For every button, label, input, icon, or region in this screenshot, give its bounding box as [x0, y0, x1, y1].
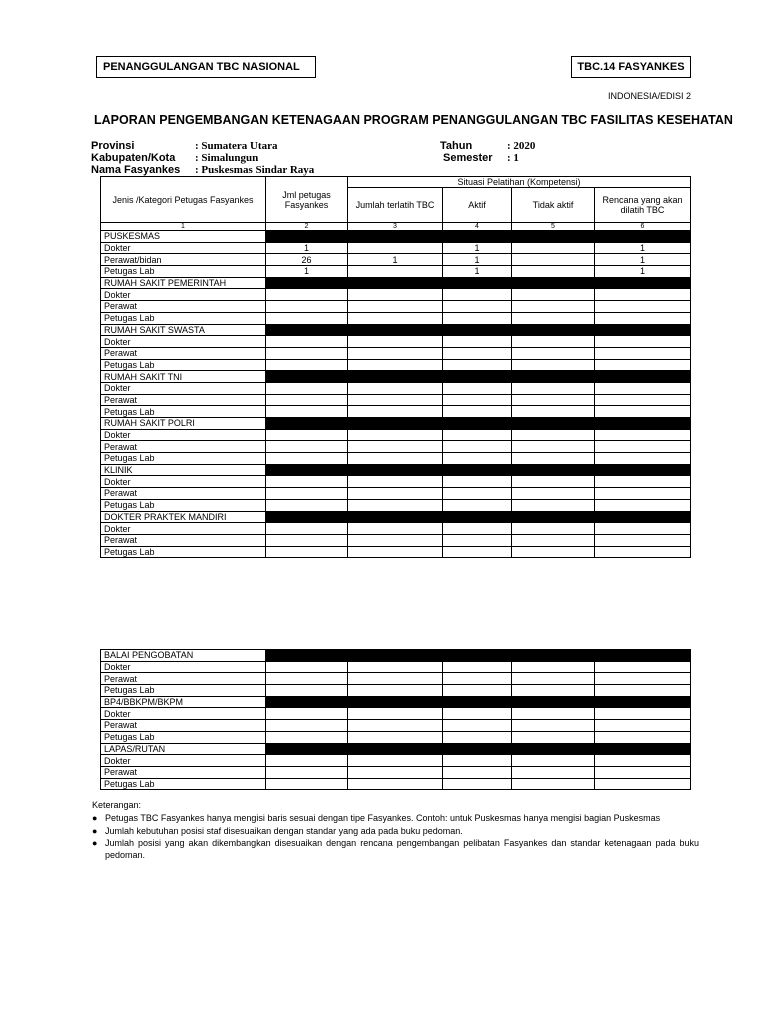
- row-label: Dokter: [101, 429, 266, 441]
- row-label: Dokter: [101, 242, 266, 254]
- value-cell[interactable]: [512, 755, 595, 767]
- section-header-row: [101, 231, 691, 243]
- value-cell[interactable]: [266, 359, 348, 371]
- fasyankes-label: Nama Fasyankes: [91, 164, 181, 176]
- value-cell[interactable]: [443, 778, 512, 790]
- table-row: [101, 429, 691, 441]
- value-cell[interactable]: [348, 499, 443, 511]
- value-cell[interactable]: [443, 347, 512, 359]
- value-cell[interactable]: [348, 488, 443, 500]
- value-cell[interactable]: [266, 301, 348, 313]
- edition-label: INDONESIA/EDISI 2: [607, 91, 691, 101]
- value-cell[interactable]: [266, 731, 348, 743]
- value-cell[interactable]: [443, 382, 512, 394]
- value-cell[interactable]: [266, 406, 348, 418]
- table-row: [101, 766, 691, 778]
- note-item: [92, 826, 699, 838]
- table-row: [101, 336, 691, 348]
- value-cell[interactable]: [595, 289, 691, 301]
- value-cell[interactable]: [512, 720, 595, 732]
- note-item: [92, 838, 699, 861]
- value-cell[interactable]: [266, 499, 348, 511]
- value-cell[interactable]: [348, 685, 443, 697]
- section-fill: [266, 231, 691, 243]
- value-cell[interactable]: [595, 394, 691, 406]
- value-cell[interactable]: [512, 534, 595, 546]
- value-cell[interactable]: [595, 673, 691, 685]
- bullet-icon: ●: [92, 825, 98, 836]
- semester-value: : 1: [507, 152, 519, 164]
- value-cell[interactable]: [512, 301, 595, 313]
- row-label: Perawat: [101, 766, 266, 778]
- value-cell[interactable]: [443, 685, 512, 697]
- value-cell[interactable]: [512, 382, 595, 394]
- column-number: 5: [512, 223, 595, 231]
- row-label: Petugas Lab: [101, 778, 266, 790]
- value-cell[interactable]: [348, 429, 443, 441]
- value-cell[interactable]: 1: [443, 254, 512, 266]
- value-cell[interactable]: [595, 406, 691, 418]
- row-label: Petugas Lab: [101, 453, 266, 465]
- section-fill: [266, 418, 691, 430]
- section-header-row: [101, 696, 691, 708]
- value-cell[interactable]: [348, 766, 443, 778]
- value-cell[interactable]: [512, 731, 595, 743]
- table-row: [101, 778, 691, 790]
- section-name: LAPAS/RUTAN: [101, 743, 266, 755]
- kabupaten-value: : Simalungun: [195, 152, 259, 164]
- note-text: Jumlah posisi yang akan dikembangkan disesuaikan dengan rencana pengembangan pelibatan Fasyankes dan standar ketenagaan pada buku pedoman.: [105, 838, 699, 860]
- row-label: Dokter: [101, 289, 266, 301]
- value-cell[interactable]: [512, 488, 595, 500]
- table-row: [101, 441, 691, 453]
- kabupaten-label: Kabupaten/Kota: [91, 152, 176, 164]
- value-cell[interactable]: [443, 499, 512, 511]
- row-label: Petugas Lab: [101, 546, 266, 558]
- section-name: RUMAH SAKIT PEMERINTAH: [101, 277, 266, 289]
- row-label: Petugas Lab: [101, 685, 266, 697]
- row-label: Perawat/bidan: [101, 254, 266, 266]
- value-cell[interactable]: [512, 778, 595, 790]
- note-text: Petugas TBC Fasyankes hanya mengisi baris sesuai dengan tipe Fasyankes. Contoh: untuk Puskesmas hanya mengisi bagian Puskesmas: [105, 813, 661, 823]
- value-cell[interactable]: [348, 523, 443, 535]
- value-cell[interactable]: [595, 755, 691, 767]
- column-number: 2: [266, 223, 348, 231]
- value-cell[interactable]: 1: [443, 266, 512, 278]
- value-cell[interactable]: [266, 534, 348, 546]
- value-cell[interactable]: [443, 476, 512, 488]
- table-row: [101, 755, 691, 767]
- row-label: Petugas Lab: [101, 731, 266, 743]
- value-cell[interactable]: [348, 441, 443, 453]
- value-cell[interactable]: [595, 382, 691, 394]
- row-label: Dokter: [101, 476, 266, 488]
- section-fill: [266, 650, 691, 662]
- value-cell[interactable]: [443, 488, 512, 500]
- value-cell[interactable]: [348, 453, 443, 465]
- value-cell[interactable]: [443, 673, 512, 685]
- value-cell[interactable]: [266, 661, 348, 673]
- value-cell[interactable]: [595, 661, 691, 673]
- value-cell[interactable]: [443, 546, 512, 558]
- value-cell[interactable]: [348, 289, 443, 301]
- section-fill: [266, 743, 691, 755]
- value-cell[interactable]: 26: [266, 254, 348, 266]
- column-number: 1: [101, 223, 266, 231]
- row-label: Petugas Lab: [101, 312, 266, 324]
- notes-section: [92, 800, 699, 862]
- value-cell[interactable]: [443, 708, 512, 720]
- value-cell[interactable]: [595, 488, 691, 500]
- value-cell[interactable]: [348, 359, 443, 371]
- form-code-box: [571, 56, 691, 78]
- value-cell[interactable]: [595, 720, 691, 732]
- fasyankes-value: : Puskesmas Sindar Raya: [195, 164, 315, 176]
- value-cell[interactable]: 1: [266, 266, 348, 278]
- value-cell[interactable]: [512, 254, 595, 266]
- row-label: Perawat: [101, 347, 266, 359]
- value-cell[interactable]: [512, 266, 595, 278]
- value-cell[interactable]: [348, 476, 443, 488]
- section-fill: [266, 696, 691, 708]
- section-name: DOKTER PRAKTEK MANDIRI: [101, 511, 266, 523]
- value-cell[interactable]: [266, 755, 348, 767]
- value-cell[interactable]: [512, 242, 595, 254]
- value-cell[interactable]: [443, 731, 512, 743]
- value-cell[interactable]: [595, 347, 691, 359]
- value-cell[interactable]: [348, 778, 443, 790]
- table-row: [101, 546, 691, 558]
- value-cell[interactable]: [266, 766, 348, 778]
- value-cell[interactable]: [443, 453, 512, 465]
- staff-table: [100, 176, 691, 558]
- provinsi-label: Provinsi: [91, 140, 135, 152]
- value-cell[interactable]: [266, 673, 348, 685]
- tahun-value: : 2020: [507, 140, 536, 152]
- section-fill: [266, 511, 691, 523]
- value-cell[interactable]: [348, 266, 443, 278]
- section-name: RUMAH SAKIT SWASTA: [101, 324, 266, 336]
- section-name: RUMAH SAKIT TNI: [101, 371, 266, 383]
- table-header-row: [101, 177, 691, 188]
- value-cell[interactable]: 1: [443, 242, 512, 254]
- bullet-icon: ●: [92, 813, 98, 823]
- section-fill: [266, 371, 691, 383]
- value-cell[interactable]: [266, 394, 348, 406]
- value-cell[interactable]: [266, 453, 348, 465]
- table-row: [101, 254, 691, 266]
- value-cell[interactable]: [595, 708, 691, 720]
- table-row: [101, 453, 691, 465]
- value-cell[interactable]: [512, 429, 595, 441]
- value-cell[interactable]: [348, 301, 443, 313]
- value-cell[interactable]: [595, 523, 691, 535]
- table-row: [101, 499, 691, 511]
- table-row: [101, 347, 691, 359]
- value-cell[interactable]: [595, 766, 691, 778]
- table-row: [101, 406, 691, 418]
- tahun-label: Tahun: [440, 140, 473, 152]
- row-label: Petugas Lab: [101, 359, 266, 371]
- value-cell[interactable]: [266, 347, 348, 359]
- value-cell[interactable]: [443, 661, 512, 673]
- section-header-row: [101, 464, 691, 476]
- table-row: [101, 394, 691, 406]
- value-cell[interactable]: [443, 523, 512, 535]
- value-cell[interactable]: [443, 720, 512, 732]
- value-cell[interactable]: [348, 720, 443, 732]
- row-label: Dokter: [101, 661, 266, 673]
- section-fill: [266, 324, 691, 336]
- row-label: Perawat: [101, 673, 266, 685]
- value-cell[interactable]: [266, 778, 348, 790]
- value-cell[interactable]: [595, 336, 691, 348]
- col-header-jenis: Jenis /Kategori Petugas Fasyankes: [101, 177, 266, 223]
- row-label: Dokter: [101, 708, 266, 720]
- col-header-jml: Jml petugas Fasyankes: [266, 177, 348, 223]
- row-label: Perawat: [101, 394, 266, 406]
- value-cell[interactable]: [512, 476, 595, 488]
- value-cell[interactable]: [595, 359, 691, 371]
- value-cell[interactable]: [595, 731, 691, 743]
- table-row: [101, 708, 691, 720]
- report-title: LAPORAN PENGEMBANGAN KETENAGAAN PROGRAM PENANGGULANGAN TBC FASILITAS KESEHATAN: [94, 113, 733, 127]
- col-header-tidak-aktif: Tidak aktif: [512, 188, 595, 223]
- value-cell[interactable]: [595, 685, 691, 697]
- value-cell[interactable]: [443, 406, 512, 418]
- value-cell[interactable]: [348, 731, 443, 743]
- row-label: Perawat: [101, 720, 266, 732]
- value-cell[interactable]: [512, 661, 595, 673]
- value-cell[interactable]: [512, 289, 595, 301]
- program-title: PENANGGULANGAN TBC NASIONAL: [103, 61, 300, 73]
- value-cell[interactable]: [595, 441, 691, 453]
- value-cell[interactable]: [348, 755, 443, 767]
- value-cell[interactable]: [595, 476, 691, 488]
- table-row: [101, 731, 691, 743]
- section-name: KLINIK: [101, 464, 266, 476]
- value-cell[interactable]: [512, 546, 595, 558]
- value-cell[interactable]: [443, 312, 512, 324]
- semester-label: Semester: [443, 152, 493, 164]
- value-cell[interactable]: [348, 673, 443, 685]
- value-cell[interactable]: [348, 312, 443, 324]
- table-row: [101, 720, 691, 732]
- value-cell[interactable]: [443, 336, 512, 348]
- value-cell[interactable]: [348, 242, 443, 254]
- value-cell[interactable]: [512, 523, 595, 535]
- value-cell[interactable]: [512, 336, 595, 348]
- row-label: Petugas Lab: [101, 499, 266, 511]
- value-cell[interactable]: [512, 359, 595, 371]
- value-cell[interactable]: [443, 301, 512, 313]
- section-header-row: [101, 743, 691, 755]
- value-cell[interactable]: [348, 336, 443, 348]
- column-number-row: [101, 223, 691, 231]
- value-cell[interactable]: [512, 347, 595, 359]
- section-header-row: [101, 650, 691, 662]
- row-label: Dokter: [101, 382, 266, 394]
- value-cell[interactable]: [443, 755, 512, 767]
- row-label: Dokter: [101, 755, 266, 767]
- table-row: [101, 301, 691, 313]
- value-cell[interactable]: [595, 312, 691, 324]
- table-row: [101, 673, 691, 685]
- value-cell[interactable]: [443, 359, 512, 371]
- value-cell[interactable]: [595, 429, 691, 441]
- value-cell[interactable]: [443, 766, 512, 778]
- value-cell[interactable]: 1: [595, 266, 691, 278]
- value-cell[interactable]: [348, 406, 443, 418]
- value-cell[interactable]: [443, 394, 512, 406]
- value-cell[interactable]: [512, 499, 595, 511]
- value-cell[interactable]: [348, 546, 443, 558]
- row-label: Petugas Lab: [101, 266, 266, 278]
- value-cell[interactable]: [348, 347, 443, 359]
- value-cell[interactable]: [348, 382, 443, 394]
- table-row: [101, 534, 691, 546]
- col-header-aktif: Aktif: [443, 188, 512, 223]
- value-cell[interactable]: [443, 289, 512, 301]
- value-cell[interactable]: [266, 429, 348, 441]
- value-cell[interactable]: [512, 312, 595, 324]
- value-cell[interactable]: 1: [348, 254, 443, 266]
- staff-table-extra: [100, 649, 691, 790]
- value-cell[interactable]: [512, 673, 595, 685]
- program-title-box: [96, 56, 316, 78]
- section-header-row: [101, 371, 691, 383]
- value-cell[interactable]: [512, 394, 595, 406]
- value-cell[interactable]: [595, 301, 691, 313]
- table-row: [101, 488, 691, 500]
- section-name: PUSKESMAS: [101, 231, 266, 243]
- col-header-rencana: Rencana yang akan dilatih TBC: [595, 188, 691, 223]
- value-cell[interactable]: [595, 499, 691, 511]
- value-cell[interactable]: 1: [266, 242, 348, 254]
- value-cell[interactable]: [443, 534, 512, 546]
- section-name: BALAI PENGOBATAN: [101, 650, 266, 662]
- value-cell[interactable]: [266, 720, 348, 732]
- value-cell[interactable]: [266, 488, 348, 500]
- table-row: [101, 266, 691, 278]
- value-cell[interactable]: [348, 708, 443, 720]
- value-cell[interactable]: [266, 546, 348, 558]
- section-header-row: [101, 418, 691, 430]
- row-label: Perawat: [101, 488, 266, 500]
- value-cell[interactable]: [443, 441, 512, 453]
- value-cell[interactable]: [266, 476, 348, 488]
- value-cell[interactable]: [443, 429, 512, 441]
- table-row: [101, 523, 691, 535]
- value-cell[interactable]: [348, 661, 443, 673]
- value-cell[interactable]: [266, 685, 348, 697]
- value-cell[interactable]: [595, 778, 691, 790]
- table-row: [101, 359, 691, 371]
- col-header-terlatih: Jumlah terlatih TBC: [348, 188, 443, 223]
- value-cell[interactable]: [595, 534, 691, 546]
- value-cell[interactable]: [266, 441, 348, 453]
- col-header-situasi: Situasi Pelatihan (Kompetensi): [348, 177, 691, 188]
- column-number: 3: [348, 223, 443, 231]
- value-cell[interactable]: [348, 534, 443, 546]
- table-row: [101, 382, 691, 394]
- value-cell[interactable]: [512, 406, 595, 418]
- table-row: [101, 242, 691, 254]
- section-name: BP4/BBKPM/BKPM: [101, 696, 266, 708]
- row-label: Dokter: [101, 336, 266, 348]
- table-row: [101, 661, 691, 673]
- table-row: [101, 289, 691, 301]
- row-label: Perawat: [101, 534, 266, 546]
- value-cell[interactable]: [512, 766, 595, 778]
- bullet-icon: ●: [92, 838, 98, 848]
- note-text: Jumlah kebutuhan posisi staf disesuaikan dengan standar yang ada pada buku pedoman.: [105, 825, 463, 836]
- value-cell[interactable]: [512, 708, 595, 720]
- row-label: Dokter: [101, 523, 266, 535]
- value-cell[interactable]: [266, 336, 348, 348]
- table-row: [101, 312, 691, 324]
- value-cell[interactable]: [266, 312, 348, 324]
- value-cell[interactable]: [595, 546, 691, 558]
- value-cell[interactable]: [512, 441, 595, 453]
- value-cell[interactable]: [266, 289, 348, 301]
- section-header-row: [101, 511, 691, 523]
- section-fill: [266, 464, 691, 476]
- table-row: [101, 685, 691, 697]
- row-label: Perawat: [101, 441, 266, 453]
- value-cell[interactable]: [595, 453, 691, 465]
- value-cell[interactable]: [512, 685, 595, 697]
- value-cell[interactable]: [348, 394, 443, 406]
- form-code: TBC.14 FASYANKES: [577, 61, 685, 73]
- row-label: Perawat: [101, 301, 266, 313]
- notes-title: Keterangan:: [92, 800, 142, 810]
- section-header-row: [101, 277, 691, 289]
- value-cell[interactable]: [512, 453, 595, 465]
- value-cell[interactable]: [266, 523, 348, 535]
- section-name: RUMAH SAKIT POLRI: [101, 418, 266, 430]
- section-fill: [266, 277, 691, 289]
- value-cell[interactable]: [266, 382, 348, 394]
- row-label: Petugas Lab: [101, 406, 266, 418]
- note-item: [92, 813, 699, 825]
- column-number: 4: [443, 223, 512, 231]
- table-row: [101, 476, 691, 488]
- section-header-row: [101, 324, 691, 336]
- value-cell[interactable]: [266, 708, 348, 720]
- value-cell[interactable]: 1: [595, 254, 691, 266]
- provinsi-value: : Sumatera Utara: [195, 140, 278, 152]
- column-number: 6: [595, 223, 691, 231]
- value-cell[interactable]: 1: [595, 242, 691, 254]
